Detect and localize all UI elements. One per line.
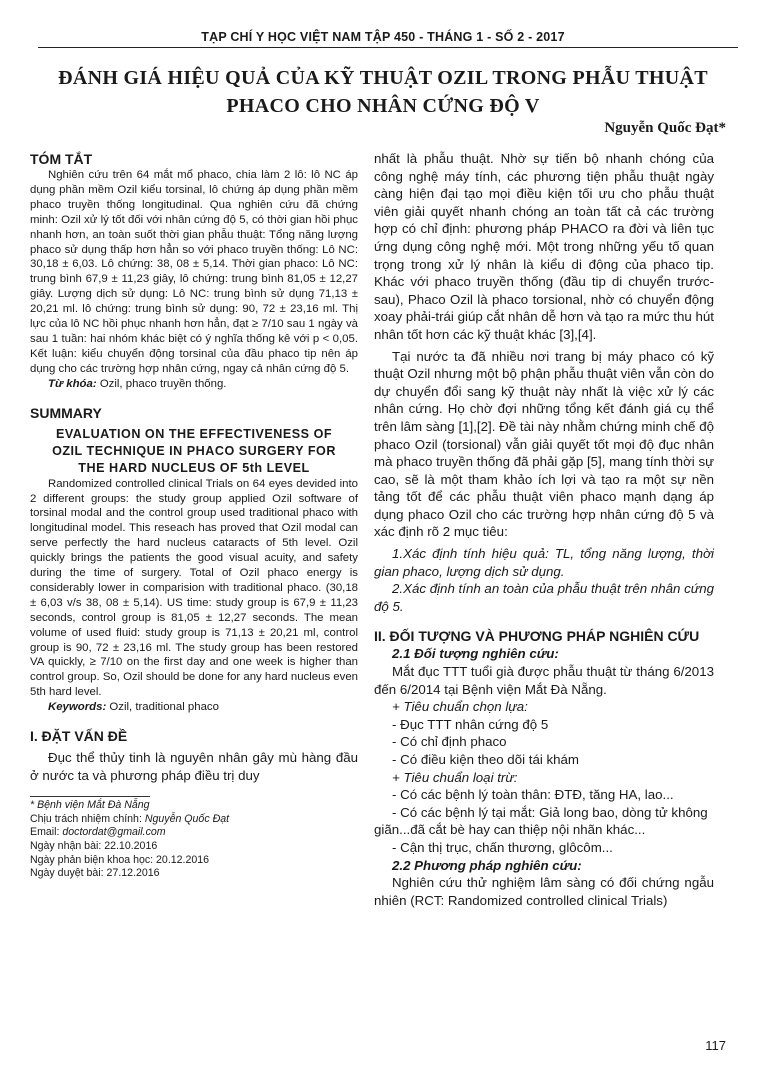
footnotes <box>30 796 358 881</box>
summary-vi-text: Nghiên cứu trên 64 mắt mổ phaco, chia làm 2 lô: lô NC áp dụng phần mềm Ozil kiểu torsinal, lô chứng áp dụng phần mềm phaco truyền thống longitudinal. Qua nghiên cứu đã chứng minh: Ozil xử lý tốt đối với nhân cứng độ 5, có thời gian hồi phục nhanh hơn, an toàn suốt thời gian phẫu thuật: Tổng năng lượng phaco sử dụng thấp hơn hẳn so với phaco truyền thống: Lô NC: 30,18 ± 6,03. Lô chứng: 38, 08 ± 5,14. Thời gian phaco: Lô NC: trung bình 67,9 ± 11,23 giây, lô chứng: trung bình 81,05 ± 12,27 giây. Lượng dịch sử dụng: Lô NC: trung bình sử dụng 71,13 ± 20,21 ml. lô chứng: trung bình sử dụng: 90, 72 ± 23,16 ml. Thị lực của lô NC hồi phục nhanh hơn hẳn, đạt ≥ 7/10 sau 1 ngày và sau 1 tuần: hai nhóm khác biệt có ý nghĩa thống kê với p < 0,05. Kết luận: kiểu chuyển động torsinal của đầu phaco tip nên áp dụng cho các trường hợp nhân cứng, ngay cả nhân cứng độ 5. <box>30 169 358 375</box>
running-header: TẠP CHÍ Y HỌC VIỆT NAM TẬP 450 - THÁNG 1 - SỐ 2 - 2017 <box>201 30 565 44</box>
footnote-responsible-name: Nguyễn Quốc Đạt <box>144 812 230 825</box>
summary-vi-keywords-value: Ozil, phaco truyền thống. <box>99 377 227 390</box>
footnote-responsible <box>30 813 358 827</box>
inclusion-item: - Có điều kiện theo dõi tái khám <box>392 752 580 767</box>
inclusion-item: - Có chỉ định phaco <box>392 734 507 750</box>
footnote-reviewed: Ngày phản biện khoa học: 20.12.2016 <box>30 853 210 866</box>
section-2-1-heading: 2.1 Đối tượng nghiên cứu: <box>392 646 559 662</box>
section-2-2-heading: 2.2 Phương pháp nghiên cứu: <box>392 857 582 873</box>
exclusion-item: - Có các bệnh lý tại mắt: Giả long bao, dòng tử không giãn...đã cắt bè hay can thiệp nội nhãn khác... <box>374 804 708 838</box>
footnote-rule <box>30 796 150 797</box>
page-number: 117 <box>705 1038 726 1053</box>
article-title-line-2: PHACO CHO NHÂN CỨNG ĐỘ V <box>226 95 540 117</box>
section-1-paragraph-1-cont: nhất là phẫu thuật. Nhờ sự tiến bộ nhanh chóng của công nghệ máy tính, các phương tiện phẫu thuật ngày càng hiện đại tạo mọi điều kiện tối ưu cho phẫu thuật viên giải quyết nhanh chóng an toàn tất cả các trường hợp có chỉ định: phương pháp PHACO ra đời và liên tục ứng dụng công nghệ mới. Một trong những yếu tố quan trọng trong xử lý nhân là kiểu di động của phaco tip. Khác với phaco truyền thống (đầu tip di chuyển trước-sau), Phaco Ozil là phaco torsional, nhờ có chuyển động xoay phải-trái giúp cắt nhân dễ hơn và tạo ra mức thu hút nhân tốt hơn các kỹ thuật khác [3],[4]. <box>374 151 714 342</box>
summary-en-title <box>30 426 358 477</box>
summary-en-title-line-1: EVALUATION ON THE EFFECTIVENESS OF <box>55 426 333 441</box>
article-title-line-1: ĐÁNH GIÁ HIỆU QUẢ CỦA KỸ THUẬT OZIL TRONG PHẪU THUẬT <box>58 67 708 89</box>
inclusion-item: - Đục TTT nhân cứng độ 5 <box>392 716 549 732</box>
summary-vi-heading: TÓM TẮT <box>30 151 93 167</box>
section-1-paragraph-1-start: Đục thể thủy tinh là nguyên nhân gây mù hàng đầu ở nước ta và phương pháp điều trị duy <box>30 750 358 783</box>
exclusion-criteria-label: + Tiêu chuẩn loại trừ: <box>392 769 518 785</box>
section-2-2-text: Nghiên cứu thử nghiệm lâm sàng có đối chứng ngẫu nhiên (RCT: Randomized controlled clinical Trials) <box>374 875 714 908</box>
article-title <box>40 64 726 120</box>
right-column <box>374 150 714 909</box>
summary-en-title-line-3: THE HARD NUCLEUS OF 5th LEVEL <box>78 460 310 475</box>
inclusion-criteria-label: + Tiêu chuẩn chọn lựa: <box>392 699 528 715</box>
section-2-heading: II. ĐỐI TƯỢNG VÀ PHƯƠNG PHÁP NGHIÊN CỨU <box>374 628 700 645</box>
footnote-accepted: Ngày duyệt bài: 27.12.2016 <box>30 867 160 880</box>
objective-2: 2.Xác định tính an toàn của phẫu thuật trên nhân cứng độ 5. <box>374 581 714 614</box>
footnote-email <box>30 826 358 840</box>
left-column <box>30 150 358 881</box>
summary-vi-keywords <box>30 377 358 392</box>
objective-1: 1.Xác định tính hiệu quả: TL, tổng năng lượng, thời gian phaco, lượng dịch sử dụng. <box>374 546 714 579</box>
footnote-email-label: Email: <box>30 826 60 839</box>
summary-en-keywords-label: Keywords: <box>48 701 107 714</box>
footnote-email-value: doctordat@gmail.com <box>62 826 166 839</box>
footnote-affiliation: * Bệnh viện Mắt Đà Nẵng <box>30 799 150 812</box>
summary-en-heading: SUMMARY <box>30 404 102 421</box>
summary-en-text: Randomized controlled clinical Trials on 64 eyes devided into 2 different groups: the study group applied Ozil software of torsinal modal and the control group used traditional phaco with longitudinal model. This reseach has proved that Ozil modal can serve perfectly the hard nucleus cataracts of 5th level. Ozil quickly brings the patients the good visual acuity, and safety during the time of surgery. Total of Ozil phaco energy is considerably lower in comparision with traditional phaco. (30,18 ± 6,03 v/s 38, 08 ± 5,14). US time: study group is 67,9 ± 11,23 seconds, control group is 81,05 ± 12,27 seconds. The mean volume of used fluid: study group is 71,13 ± 20,21 ml, control group is 90, 72 ± 23,16 ml. The study group has been restored VA quickly, ≥ 7/10 on the first day and one week is higher than control group. So, Ozil should be done for any hard nucleus even 5th hard level. <box>30 477 359 699</box>
section-1-heading: I. ĐẶT VẤN ĐỀ <box>30 728 128 745</box>
summary-vi-keywords-label: Từ khóa: <box>48 377 97 390</box>
exclusion-item: - Cận thị trục, chấn thương, glôcôm... <box>392 839 613 855</box>
section-1-paragraph-2: Tại nước ta đã nhiều nơi trang bị máy phaco có kỹ thuật Ozil nhưng một bộ phận phẫu thuật viên vẫn còn do dự chuyển đổi sang kỹ thuật này nhất là việc xử lý các nhân cứng. Họ chờ đợi những tổng kết đánh giá cụ thể trên lâm sàng [1],[2]. Đề tài này nhằm chứng minh chế độ phaco Ozil (torsional) vẫn giải quyết tốt mọi độ đục nhân mà phaco truyền thống đã phải gặp [5], mang tính thời sự cao, sẽ là một tham khảo ích lợi và tạo ra một sự nền tảng tốt để các phẫu thuật viên phaco mạnh dạng áp dụng phaco Ozil cho các trường hợp nhân cứng độ 5 và xác định rõ 2 mục tiêu: <box>374 348 714 540</box>
author-name: Nguyễn Quốc Đạt* <box>604 120 726 136</box>
summary-en-title-line-2: OZIL TECHNIQUE IN PHACO SURGERY FOR <box>52 443 336 458</box>
footnote-responsible-label: Chịu trách nhiệm chính: <box>30 812 142 825</box>
header-rule <box>38 47 738 48</box>
footnote-received: Ngày nhận bài: 22.10.2016 <box>30 840 158 853</box>
exclusion-item: - Có các bệnh lý toàn thân: ĐTĐ, tăng HA, lao... <box>392 787 674 803</box>
section-2-1-text: Mắt đục TTT tuổi già được phẫu thuật từ tháng 6/2013 đến 6/2014 tại Bệnh viện Mắt Đà Nẵng. <box>374 664 714 697</box>
summary-en-keywords <box>30 700 358 715</box>
summary-en-keywords-value: Ozil, traditional phaco <box>109 701 219 714</box>
